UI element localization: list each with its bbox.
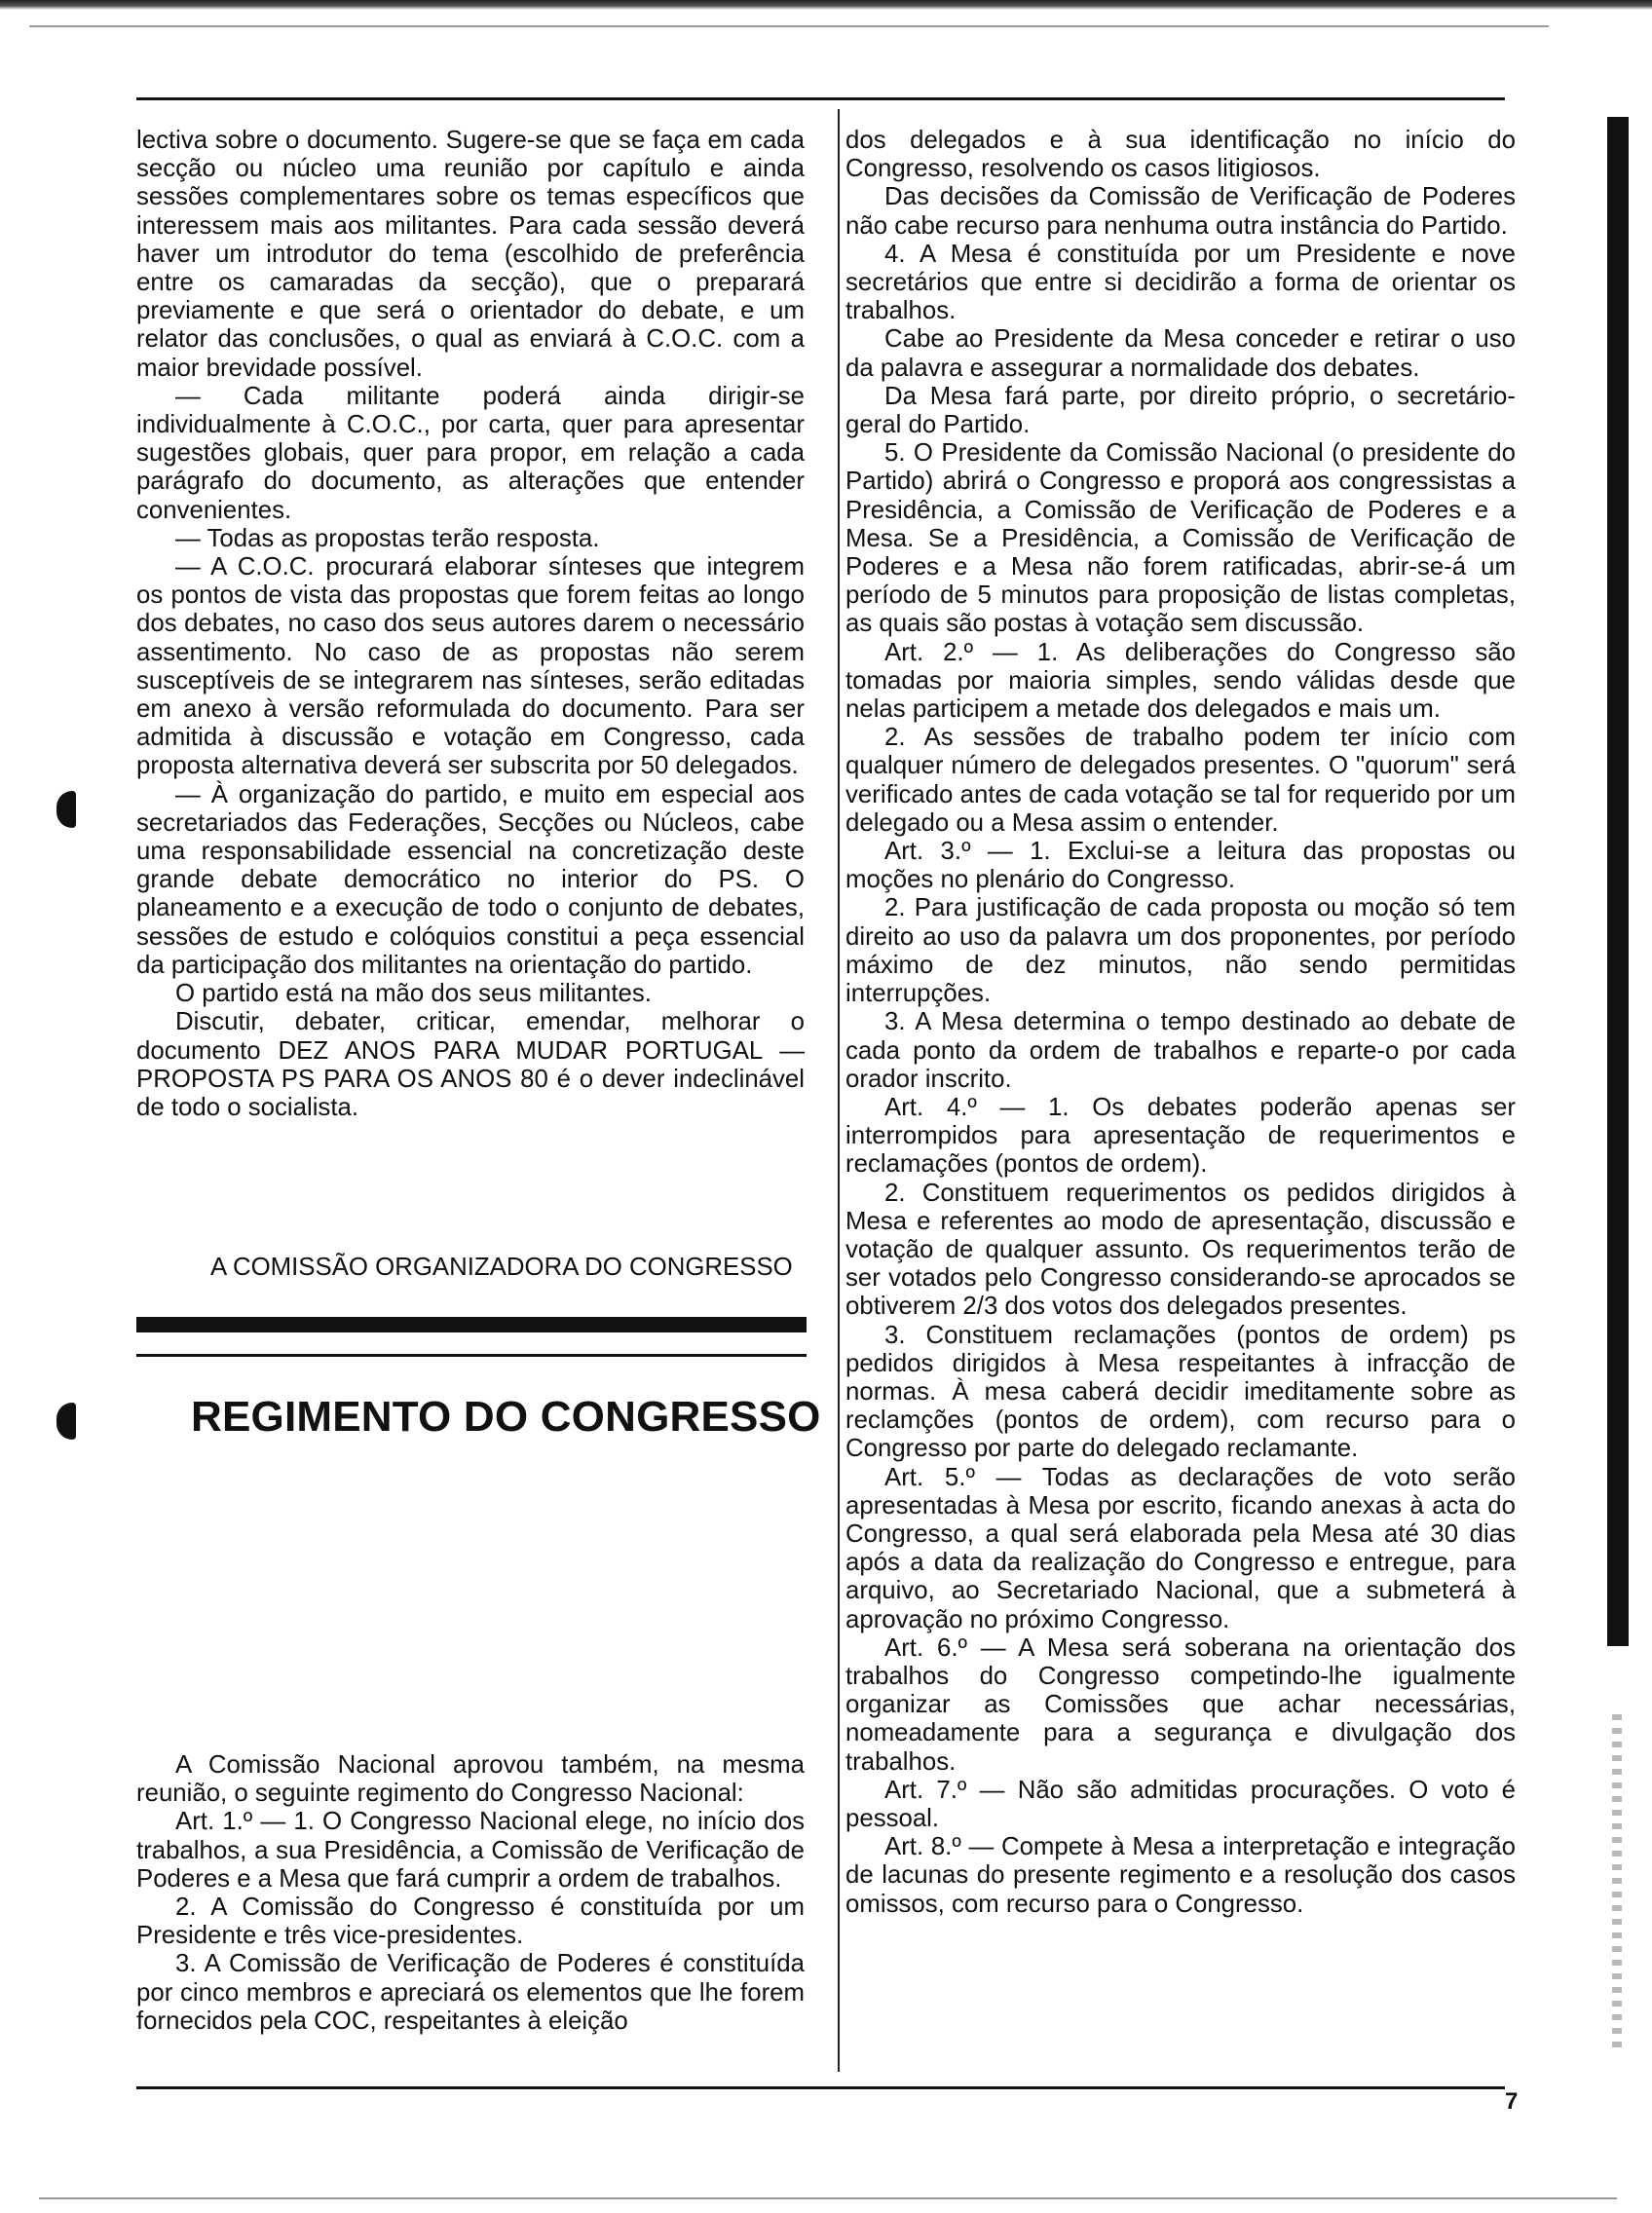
binding-edge-marks [1612,1714,1622,2055]
thin-divider [136,1354,807,1357]
right-column [845,127,1516,1919]
paragraph: 3. A Comissão de Verificação de Poderes é constituída por cinco membros e apreciará os elementos que lhe forem fornecidos pela COC, respeitantes à eleição [136,1950,805,2035]
paragraph: — Todas as propostas terão resposta. [175,524,600,552]
paragraph: Cabe ao Presidente da Mesa conceder e retirar o uso da palavra e assegurar a normalidade dos debates. [845,325,1516,382]
paragraph: Art. 1.º — 1. O Congresso Nacional elege, no início dos trabalhos, a sua Presidência, a Comissão de Verificação de Poderes e a Mesa que fará cumprir a ordem de trabalhos. [136,1808,805,1893]
heavy-divider [136,1317,807,1332]
paragraph: Art. 8.º — Compete à Mesa a interpretação e integração de lacunas do presente regimento e a resolução dos casos omissos, com recurso para o Congresso. [845,1833,1516,1918]
column-divider [838,109,840,2072]
paragraph: Art. 3.º — 1. Exclui-se a leitura das propostas ou moções no plenário do Congresso. [845,838,1516,894]
scan-top-line [29,25,1549,27]
page-number: 7 [1505,2088,1519,2115]
paragraph: — A C.O.C. procurará elaborar sínteses que integrem os pontos de vista das propostas que forem feitas ao longo dos debates, no caso dos seus autores darem o necessário assentimento. No caso de as propostas não serem susceptíveis de se integrarem nas sínteses, serão editadas em anexo à versão reformulada do documento. Para ser admitida à discussão e votação em Congresso, cada proposta alternativa deverá ser subscrita por 50 delegados. [136,553,805,780]
paragraph: 5. O Presidente da Comissão Nacional (o presidente do Partido) abrirá o Congresso e proporá aos congressistas a Presidência, a Comissão de Verificação de Poderes e a Mesa. Se a Presidência, a Comissão de Verificação de Poderes e a Mesa não forem ratificadas, abrir-se-á um período de 5 minutos para proposição de listas completas, as quais são postas à votação sem discussão. [845,439,1516,638]
bottom-rule [136,2086,1505,2089]
signature: A COMISSÃO ORGANIZADORA DO CONGRESSO [210,1254,793,1281]
paragraph: 2. A Comissão do Congresso é constituída por um Presidente e três vice-presidentes. [136,1894,805,1950]
paragraph: A Comissão Nacional aprovou também, na mesma reunião, o seguinte regimento do Congresso Nacional: [136,1751,805,1808]
paragraph: 2. As sessões de trabalho podem ter início com qualquer número de delegados presentes. O "quorum" será verificado antes de cada votação se tal for requerido por um delegado ou a Mesa assim o entender. [845,724,1516,837]
paragraph: 2. Constituem requerimentos os pedidos dirigidos à Mesa e referentes ao modo de apresentação, discussão e votação de qualquer assunto. Os requerimentos terão de ser votados pelo Congresso considerando-se aprocados se obtiverem 2/3 dos votos dos delegados presentes. [845,1179,1516,1321]
binding-edge-bar [1607,117,1629,1646]
paragraph: O partido está na mão dos seus militantes. [175,980,652,1008]
paragraph: dos delegados e à sua identificação no início do Congresso, resolvendo os casos litigiosos. [845,127,1516,183]
paragraph: Art. 2.º — 1. As deliberações do Congresso são tomadas por maioria simples, sendo válidas desde que nelas participem a metade dos delegados e mais um. [845,638,1516,724]
paragraph: 3. Constituem reclamações (pontos de ordem) ps pedidos dirigidos à Mesa respeitantes à infracção de normas. À mesa caberá decidir imeditamente sobre as reclamções (pontos de ordem), com recurso para o Congresso por parte do delegado reclamante. [845,1321,1516,1463]
paragraph: — À organização do partido, e muito em especial aos secretariados das Federações, Secções ou Núcleos, cabe uma responsabilidade essencial na concretização deste grande debate democrático no interior do PS. O planeamento e a execução de todo o conjunto de debates, sessões de estudo e colóquios constitui a peça essencial da participação dos militantes na orientação do partido. [136,780,805,979]
section-heading: REGIMENTO DO CONGRESSO [191,1393,821,1441]
top-rule [136,97,1505,100]
left-column-bottom [136,1751,805,2036]
left-column-top [136,127,805,1122]
paragraph: 3. A Mesa determina o tempo destinado ao debate de cada ponto da ordem de trabalhos e reparte-o por cada orador inscrito. [845,1008,1516,1093]
paragraph: Art. 4.º — 1. Os debates poderão apenas ser interrompidos para apresentação de requerimentos e reclamações (pontos de ordem). [845,1093,1516,1179]
paragraph: Art. 7.º — Não são admitidas procurações. O voto é pessoal. [845,1776,1516,1832]
scan-top-edge [0,0,1652,10]
paragraph: 2. Para justificação de cada proposta ou moção só tem direito ao uso da palavra um dos proponentes, por período máximo de dez minutos, não sendo permitidas interrupções. [845,894,1516,1008]
paragraph: — Cada militante poderá ainda dirigir-se individualmente à C.O.C., por carta, quer para apresentar sugestões globais, quer para propor, em relação a cada parágrafo do documento, as alterações que entender convenientes. [136,382,805,524]
punch-hole-icon [56,1403,76,1440]
paragraph: Da Mesa fará parte, por direito próprio, o secretário-geral do Partido. [845,382,1516,439]
punch-hole-icon [56,791,76,828]
paragraph: lectiva sobre o documento. Sugere-se que se faça em cada secção ou núcleo uma reunião por capítulo e ainda sessões complementares sobre os temas específicos que interessem mais aos militantes. Para cada sessão deverá haver um introdutor do tema (escolhido de preferência entre os camaradas da secção), que o preparará previamente e que será o orientador do debate, e um relator das conclusões, o qual as enviará à C.O.C. com a maior brevidade possível. [136,127,805,382]
paragraph: Das decisões da Comissão de Verificação de Poderes não cabe recurso para nenhuma outra instância do Partido. [845,183,1516,240]
paragraph: 4. A Mesa é constituída por um Presidente e nove secretários que entre si decidirão a forma de orientar os trabalhos. [845,240,1516,325]
paragraph: Discutir, debater, criticar, emendar, melhorar o documento DEZ ANOS PARA MUDAR PORTUGAL — PROPOSTA PS PARA OS ANOS 80 é o dever indeclinável de todo o socialista. [136,1008,805,1121]
scan-bottom-line [39,2197,1617,2199]
paragraph: Art. 6.º — A Mesa será soberana na orientação dos trabalhos do Congresso competindo-lhe igualmente organizar as Comissões que achar necessárias, nomeadamente para a segurança e divulgação dos trabalhos. [845,1633,1516,1776]
paragraph: Art. 5.º — Todas as declarações de voto serão apresentadas à Mesa por escrito, ficando anexas à acta do Congresso, a qual será elaborada pela Mesa até 30 dias após a data da realização do Congresso e entregue, para arquivo, ao Secretariado Nacional, que a submeterá à aprovação no próximo Congresso. [845,1463,1516,1633]
